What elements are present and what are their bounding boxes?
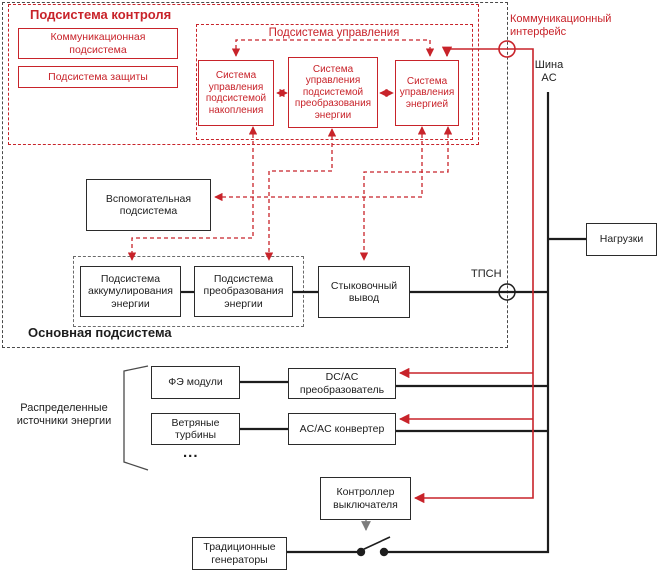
main-subsystem-title: Основная подсистема (28, 325, 172, 340)
ac-bus-line (388, 92, 548, 552)
node-communication: Коммуникационная подсистема (18, 28, 178, 59)
node-acac-converter: AC/AC конвертер (288, 413, 396, 445)
node-storage-control: Система управления подсистемой накопления (198, 60, 274, 126)
node-protection: Подсистема защиты (18, 66, 178, 88)
node-conversion-control: Система управления подсистемой преобразования энергии (288, 57, 378, 128)
node-docking-output: Стыковочный вывод (318, 266, 410, 318)
ac-bus-label: Шина AC (534, 59, 564, 85)
ctrl3-to-docking-line (364, 127, 448, 260)
node-wind-turbines: Ветряные турбины (151, 413, 240, 445)
node-dcac-converter: DC/AC преобразователь (288, 368, 396, 399)
management-subsystem-title: Подсистема управления (268, 27, 400, 39)
breaker-switch-icon (357, 537, 390, 556)
sources-ellipsis: ... (183, 444, 199, 461)
distributed-sources-label: Распределенные источники энергии (16, 402, 112, 428)
node-auxiliary: Вспомогательная подсистема (86, 179, 211, 231)
node-pv-modules: ФЭ модули (151, 366, 240, 399)
ctrl2-to-conversion-line (269, 129, 332, 260)
ctrl3-to-auxiliary-line (215, 127, 422, 197)
node-energy-control: Система управления энергией (395, 60, 459, 126)
node-energy-conversion: Подсистема преобразования энергии (194, 266, 293, 317)
node-traditional-generators: Традиционные генераторы (192, 537, 287, 570)
node-loads: Нагрузки (586, 223, 657, 256)
comm-interface-label: Коммуникационный интерфейс (510, 13, 612, 39)
title-to-controllers-line (236, 40, 430, 56)
tpsn-label: ТПСН (471, 268, 502, 280)
control-subsystem-title: Подсистема контроля (30, 7, 172, 22)
node-energy-storage: Подсистема аккумулирования энергии (80, 266, 181, 317)
sources-brace (124, 366, 148, 470)
node-breaker-controller: Контроллер выключателя (320, 477, 411, 520)
